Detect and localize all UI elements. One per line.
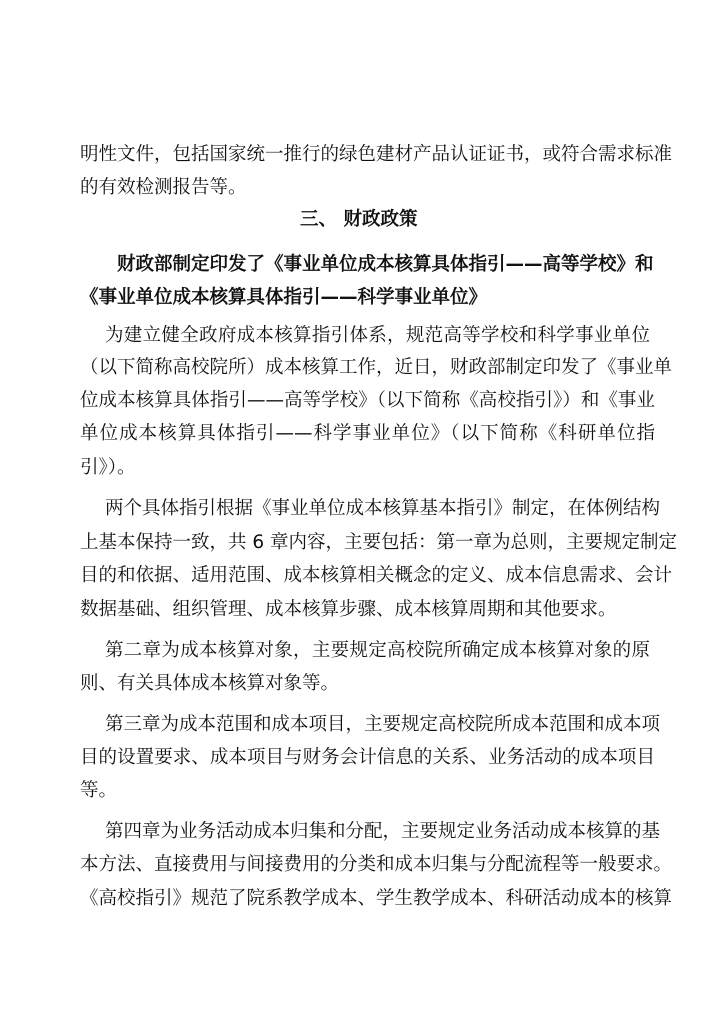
paragraph5-line-2: 本方法、直接费用与间接费用的分类和成本归集与分配流程等一般要求。 bbox=[80, 854, 673, 875]
paragraph1-line-1: 为建立健全政府成本核算指引体系，规范高等学校和科学事业单位 bbox=[105, 325, 650, 346]
section-heading: 三、 财政政策 bbox=[300, 209, 418, 230]
paragraph4-line-2: 目的设置要求、成本项目与财务会计信息的关系、业务活动的成本项目 bbox=[80, 747, 655, 768]
paragraph2-line-4: 数据基础、组织管理、成本核算步骤、成本核算周期和其他要求。 bbox=[80, 599, 617, 620]
paragraph1-line-3: 位成本核算具体指引——高等学校》（以下简称《高校指引》）和《事业 bbox=[80, 390, 655, 411]
article-title-line-1: 财政部制定印发了《事业单位成本核算具体指引——高等学校》和 bbox=[117, 254, 654, 275]
article-title-line-2: 《事业单位成本核算具体指引——科学事业单位》 bbox=[80, 287, 488, 308]
intro-line-1: 明性文件，包括国家统一推行的绿色建材产品认证证书，或符合需求标准 bbox=[80, 144, 673, 165]
paragraph1-line-5: 引》）。 bbox=[80, 457, 136, 478]
paragraph2-line-2: 上基本保持一致，共 6 章内容，主要包括：第一章为总则，主要规定制定 bbox=[80, 532, 678, 553]
paragraph3-line-2: 则、有关具体成本核算对象等。 bbox=[80, 673, 340, 694]
paragraph5-line-1: 第四章为业务活动成本归集和分配，主要规定业务活动成本核算的基 bbox=[105, 821, 661, 842]
paragraph1-line-4: 单位成本核算具体指引——科学事业单位》（以下简称《科研单位指 bbox=[80, 423, 655, 444]
paragraph2-line-3: 目的和依据、适用范围、成本核算相关概念的定义、成本信息需求、会计 bbox=[80, 565, 673, 586]
paragraph4-line-1: 第三章为成本范围和成本项目，主要规定高校院所成本范围和成本项 bbox=[105, 714, 661, 735]
paragraph4-line-3: 等。 bbox=[80, 780, 118, 801]
paragraph2-line-1: 两个具体指引根据《事业单位成本核算基本指引》制定，在体例结构 bbox=[105, 498, 661, 519]
paragraph1-line-2: （以下简称高校院所）成本核算工作，近日，财政部制定印发了《事业单 bbox=[80, 357, 673, 378]
paragraph3-line-1: 第二章为成本核算对象，主要规定高校院所确定成本核算对象的原 bbox=[105, 640, 650, 661]
intro-line-2: 的有效检测报告等。 bbox=[80, 177, 247, 198]
paragraph5-line-3: 《高校指引》规范了院系教学成本、学生教学成本、科研活动成本的核算 bbox=[80, 888, 673, 909]
